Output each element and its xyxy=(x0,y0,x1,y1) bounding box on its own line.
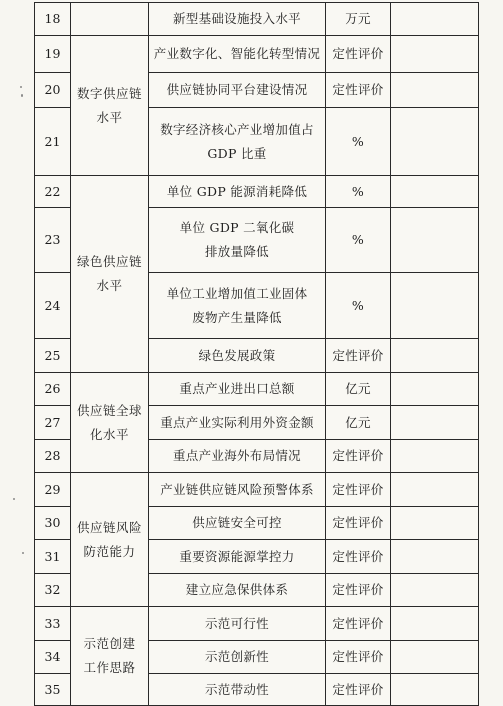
value-cell[interactable] xyxy=(391,273,479,339)
indicator-cell: 数字经济核心产业增加值占 GDP 比重 xyxy=(149,108,326,176)
scan-speck xyxy=(22,552,24,554)
category-cell: 示范创建 工作思路 xyxy=(71,607,149,706)
table-row xyxy=(35,607,479,641)
indicator-cell: 单位 GDP 能源消耗降低 xyxy=(149,176,326,208)
value-cell[interactable] xyxy=(391,540,479,574)
unit-cell: % xyxy=(326,108,391,176)
indicator-cell: 重要资源能源掌控力 xyxy=(149,540,326,574)
row-number: 33 xyxy=(35,607,71,641)
indicator-cell: 产业链供应链风险预警体系 xyxy=(149,473,326,507)
unit-cell: 定性评价 xyxy=(326,674,391,706)
row-number: 32 xyxy=(35,574,71,607)
value-cell[interactable] xyxy=(391,574,479,607)
scan-speck xyxy=(20,86,22,88)
unit-cell: 定性评价 xyxy=(326,574,391,607)
category-cell: 供应链全球 化水平 xyxy=(71,373,149,473)
value-cell[interactable] xyxy=(391,507,479,540)
value-cell[interactable] xyxy=(391,36,479,73)
row-number: 21 xyxy=(35,108,71,176)
value-cell[interactable] xyxy=(391,440,479,473)
unit-cell: 万元 xyxy=(326,3,391,36)
row-number: 25 xyxy=(35,339,71,373)
category-cell: 供应链风险 防范能力 xyxy=(71,473,149,607)
row-number: 23 xyxy=(35,208,71,273)
indicator-cell: 示范可行性 xyxy=(149,607,326,641)
row-number: 18 xyxy=(35,3,71,36)
row-number: 27 xyxy=(35,406,71,440)
indicator-cell: 建立应急保供体系 xyxy=(149,574,326,607)
indicator-cell: 重点产业海外布局情况 xyxy=(149,440,326,473)
unit-cell: 定性评价 xyxy=(326,73,391,108)
value-cell[interactable] xyxy=(391,3,479,36)
value-cell[interactable] xyxy=(391,607,479,641)
table-row xyxy=(35,3,479,36)
row-number: 20 xyxy=(35,73,71,108)
table-row xyxy=(35,176,479,208)
unit-cell: 亿元 xyxy=(326,406,391,440)
indicator-cell: 重点产业进出口总额 xyxy=(149,373,326,406)
value-cell[interactable] xyxy=(391,473,479,507)
unit-cell: % xyxy=(326,208,391,273)
row-number: 35 xyxy=(35,674,71,706)
unit-cell: 定性评价 xyxy=(326,540,391,574)
value-cell[interactable] xyxy=(391,674,479,706)
indicator-cell: 产业数字化、智能化转型情况 xyxy=(149,36,326,73)
category-cell-continued xyxy=(71,3,149,36)
row-number: 29 xyxy=(35,473,71,507)
row-number: 19 xyxy=(35,36,71,73)
category-cell: 数字供应链 水平 xyxy=(71,36,149,176)
unit-cell: % xyxy=(326,273,391,339)
unit-cell: 定性评价 xyxy=(326,440,391,473)
indicator-cell: 示范带动性 xyxy=(149,674,326,706)
value-cell[interactable] xyxy=(391,641,479,674)
unit-cell: 定性评价 xyxy=(326,473,391,507)
indicator-cell: 重点产业实际利用外资金额 xyxy=(149,406,326,440)
value-cell[interactable] xyxy=(391,108,479,176)
value-cell[interactable] xyxy=(391,339,479,373)
value-cell[interactable] xyxy=(391,208,479,273)
unit-cell: 定性评价 xyxy=(326,36,391,73)
indicator-table xyxy=(34,2,479,706)
indicator-cell: 单位 GDP 二氧化碳 排放量降低 xyxy=(149,208,326,273)
row-number: 26 xyxy=(35,373,71,406)
indicator-cell: 供应链安全可控 xyxy=(149,507,326,540)
value-cell[interactable] xyxy=(391,406,479,440)
unit-cell: 定性评价 xyxy=(326,641,391,674)
table-row xyxy=(35,373,479,406)
unit-cell: 定性评价 xyxy=(326,339,391,373)
unit-cell: 定性评价 xyxy=(326,507,391,540)
row-number: 28 xyxy=(35,440,71,473)
table-row xyxy=(35,473,479,507)
indicator-cell: 示范创新性 xyxy=(149,641,326,674)
category-cell: 绿色供应链 水平 xyxy=(71,176,149,373)
unit-cell: % xyxy=(326,176,391,208)
unit-cell: 定性评价 xyxy=(326,607,391,641)
row-number: 24 xyxy=(35,273,71,339)
row-number: 30 xyxy=(35,507,71,540)
value-cell[interactable] xyxy=(391,176,479,208)
indicator-cell: 绿色发展政策 xyxy=(149,339,326,373)
indicator-cell: 新型基础设施投入水平 xyxy=(149,3,326,36)
indicator-cell: 供应链协同平台建设情况 xyxy=(149,73,326,108)
scan-speck xyxy=(13,498,15,500)
indicator-cell: 单位工业增加值工业固体 废物产生量降低 xyxy=(149,273,326,339)
table-row xyxy=(35,36,479,73)
row-number: 34 xyxy=(35,641,71,674)
row-number: 22 xyxy=(35,176,71,208)
unit-cell: 亿元 xyxy=(326,373,391,406)
scan-speck xyxy=(21,94,23,97)
row-number: 31 xyxy=(35,540,71,574)
value-cell[interactable] xyxy=(391,373,479,406)
value-cell[interactable] xyxy=(391,73,479,108)
